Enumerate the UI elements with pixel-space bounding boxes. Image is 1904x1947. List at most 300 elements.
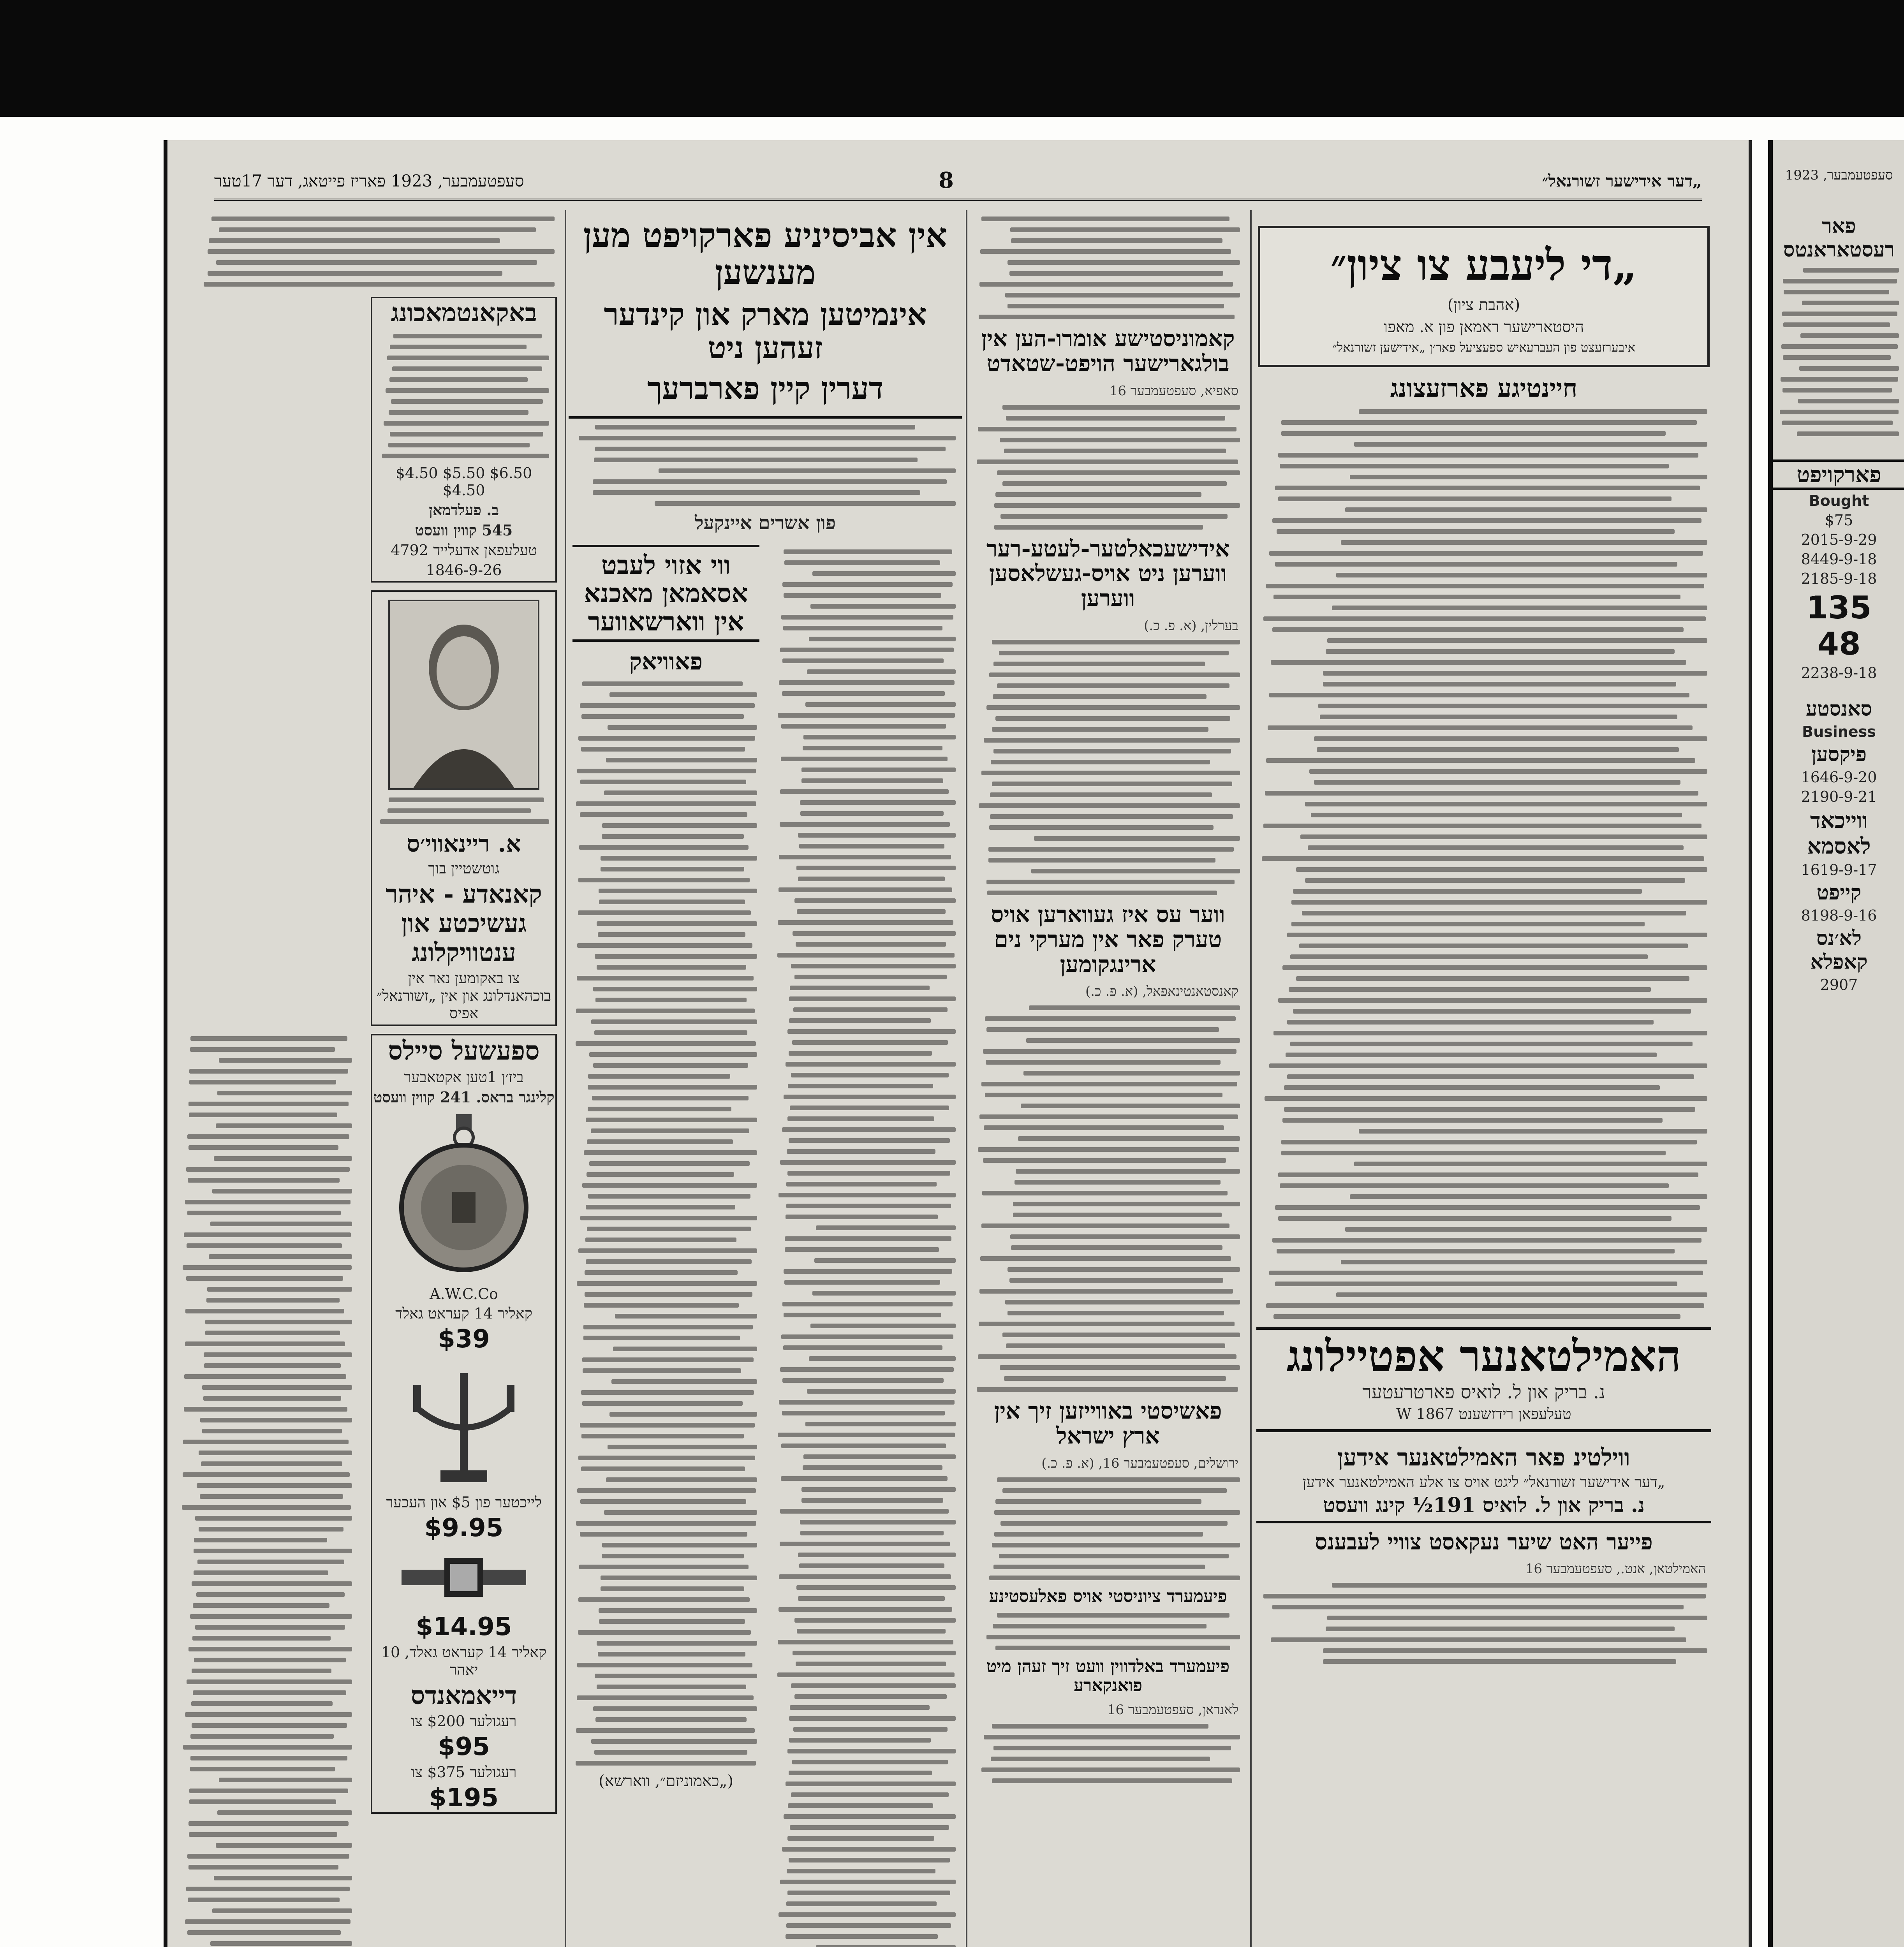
text-line <box>780 822 950 827</box>
text-line <box>787 1836 934 1841</box>
text-line <box>780 1367 954 1372</box>
text-line <box>1272 1238 1701 1243</box>
text-line <box>595 425 915 430</box>
text-line <box>594 1750 747 1755</box>
text-line <box>204 1352 352 1357</box>
text-line <box>577 976 754 981</box>
text-line <box>586 1205 735 1209</box>
text-line <box>204 1363 340 1368</box>
text-line <box>800 1531 944 1535</box>
text-line <box>1263 824 1701 828</box>
text-line <box>1006 1343 1225 1348</box>
text-line <box>780 789 948 794</box>
text-line <box>576 1521 756 1526</box>
serial-note: איבערזעצט פון העברעאיש ספעציעל פאר׳ן „אידישען זשורנאל״ <box>1332 340 1635 355</box>
text-line <box>789 1858 950 1863</box>
text-line <box>1314 780 1680 785</box>
text-line <box>803 1454 956 1459</box>
wristwatch <box>394 1550 534 1605</box>
text-line <box>1273 1031 1707 1035</box>
text-line <box>816 1225 956 1230</box>
text-line <box>216 1843 352 1848</box>
text-line <box>1326 1627 1674 1631</box>
text-line <box>787 1029 956 1034</box>
text-line <box>787 1171 951 1176</box>
text-line <box>1275 1205 1700 1210</box>
consultation-advertiser: ב. פעלדמאן <box>429 501 499 519</box>
text-line <box>1281 1151 1666 1155</box>
text-line <box>613 1347 757 1351</box>
hamilton-ad-2 <box>1256 1440 1711 1523</box>
text-line <box>1266 584 1704 588</box>
text-line <box>1302 911 1686 915</box>
wristwatch-icon <box>394 1550 534 1605</box>
text-line <box>1341 540 1707 545</box>
text-line <box>216 1123 352 1128</box>
text-line <box>789 1018 930 1023</box>
text-line <box>1326 649 1674 654</box>
feature-headline-block <box>569 217 962 419</box>
text-line <box>1781 377 1898 382</box>
text-line <box>992 1543 1240 1547</box>
text-line <box>1272 518 1701 523</box>
text-line <box>595 1674 757 1678</box>
text-line <box>219 227 536 232</box>
text-line <box>994 503 1240 508</box>
text-line <box>794 975 947 979</box>
portrait-icon <box>390 601 538 788</box>
serial-column <box>1254 210 1714 1947</box>
text-line <box>977 459 1238 464</box>
feature-left-subcol <box>569 538 763 1794</box>
text-line <box>185 1341 345 1346</box>
text-line <box>583 1336 740 1340</box>
text-line <box>204 282 555 287</box>
text-line <box>786 1215 938 1219</box>
text-line <box>602 834 744 839</box>
text-line <box>999 651 1229 655</box>
text-line <box>1782 388 1892 393</box>
text-line <box>1005 293 1240 298</box>
text-line <box>1802 301 1899 305</box>
text-line <box>187 1211 341 1215</box>
text-line <box>778 1640 953 1644</box>
text-line <box>981 771 1240 775</box>
text-line <box>1323 1648 1707 1653</box>
text-line <box>1269 551 1703 556</box>
hamilton-ad2-title: ווילטינ פאר האמילטאנער אידען <box>1337 1444 1630 1471</box>
hamilton-ad-phone: טעלעפאן רידזשענט 1867 W <box>1396 1405 1571 1422</box>
text-line <box>1332 606 1707 610</box>
text-line <box>392 366 542 371</box>
text-line <box>990 814 1233 819</box>
masthead-title: „דער אידישער זשורנאל״ <box>1542 171 1702 190</box>
column-rule <box>966 210 967 1947</box>
text-line <box>779 1912 956 1917</box>
text-line <box>594 458 918 462</box>
text-line <box>1007 1311 1224 1315</box>
text-line <box>580 780 746 784</box>
text-line <box>187 1134 349 1139</box>
text-line <box>599 900 745 904</box>
text-line <box>190 1614 352 1619</box>
text-line <box>1299 944 1688 948</box>
text-line <box>803 1465 942 1470</box>
text-line <box>986 1060 1221 1065</box>
text-line <box>205 1331 340 1335</box>
news-dateline-jerusalem: ירושלים, סעפטעמבער 16, (א. פ. כ.) <box>1041 1455 1238 1471</box>
text-line <box>1323 671 1707 676</box>
text-line <box>787 1891 951 1895</box>
text-line <box>1320 715 1677 719</box>
text-line <box>793 1727 948 1732</box>
text-line <box>1009 1278 1223 1283</box>
text-line <box>217 1091 352 1095</box>
text-line <box>606 758 757 762</box>
text-line <box>601 1586 745 1591</box>
text-line <box>200 1494 343 1499</box>
text-line <box>780 1880 956 1884</box>
text-line <box>1287 933 1707 937</box>
text-line <box>1323 1659 1676 1664</box>
text-line <box>990 792 1212 797</box>
text-line <box>609 1412 757 1417</box>
next-page-date: סעפטעמבער, 1923 <box>1785 167 1893 183</box>
text-line <box>805 702 956 707</box>
text-line <box>789 1771 932 1775</box>
text-line <box>580 1499 746 1504</box>
text-line <box>786 1923 951 1928</box>
text-line <box>787 1869 935 1873</box>
text-line <box>1269 693 1689 697</box>
text-line <box>578 736 755 741</box>
diamond-price-2: $195 <box>429 1783 499 1812</box>
next-page-bought-title: פארקויפט <box>1773 459 1904 490</box>
text-line <box>791 964 956 968</box>
next-page-ad-3: סאנסטע <box>1805 697 1872 721</box>
text-line <box>609 692 757 697</box>
text-line <box>812 571 956 576</box>
next-page-ad-2: רעסטאראנטס <box>1783 238 1895 262</box>
page-number: 8 <box>939 167 954 193</box>
text-line <box>786 1934 938 1939</box>
pocket-watch-icon <box>394 1114 534 1278</box>
text-line <box>1021 1104 1240 1108</box>
text-line <box>1275 562 1677 567</box>
text-line <box>786 1062 956 1067</box>
text-line <box>1015 1180 1221 1185</box>
text-line <box>214 1156 352 1161</box>
text-line <box>1336 1292 1707 1297</box>
text-line <box>192 1636 331 1641</box>
text-line <box>1286 1053 1657 1057</box>
text-line <box>1305 802 1707 806</box>
text-line <box>581 1466 745 1471</box>
text-line <box>981 217 1229 221</box>
text-line <box>208 249 555 254</box>
text-line <box>1296 867 1707 872</box>
text-line <box>209 1254 352 1259</box>
text-line <box>202 1429 342 1433</box>
text-line <box>792 1760 948 1764</box>
text-line <box>587 1227 751 1231</box>
diamonds-title: דייאמאנדס <box>410 1681 517 1710</box>
text-line <box>1013 1213 1222 1217</box>
text-line <box>784 1280 940 1285</box>
text-line <box>185 1712 352 1717</box>
feature-section2-title: ווי אזוי לעבט אסאמאן מאכנא אין ווארשאווער <box>572 545 759 642</box>
text-line <box>794 1694 947 1699</box>
text-line <box>796 866 956 870</box>
text-line <box>186 1887 350 1891</box>
text-line <box>812 1291 956 1296</box>
text-line <box>789 1716 956 1721</box>
text-line <box>1293 889 1642 894</box>
text-line <box>997 1613 1229 1618</box>
text-line <box>208 271 502 276</box>
text-line <box>188 1145 338 1150</box>
consultation-ref: 1846-9-26 <box>426 562 502 579</box>
text-line <box>816 1945 956 1947</box>
text-line <box>598 932 745 937</box>
text-line <box>582 1183 757 1188</box>
next-page-ad-1: פאר <box>1822 214 1856 238</box>
text-line <box>805 1422 956 1426</box>
text-line <box>789 1051 932 1056</box>
text-line <box>777 953 955 958</box>
news-headline-writers: אידישעכאלטער-לעטע-רער ווערען ניט אויס-געשלאסען ווערען <box>986 535 1230 612</box>
column-rule <box>565 210 566 1947</box>
running-head <box>214 164 1702 201</box>
text-line <box>794 898 956 903</box>
next-page-bought-en: Bought <box>1809 492 1869 509</box>
text-line <box>1345 507 1707 512</box>
text-line <box>978 1147 1239 1152</box>
text-line <box>577 1695 754 1700</box>
watch-label: קאליר 14 קעראט גאלד <box>395 1305 532 1322</box>
text-line <box>785 1236 951 1241</box>
text-line <box>999 1554 1229 1558</box>
text-line <box>1354 442 1707 447</box>
text-line <box>578 1456 755 1460</box>
text-line <box>593 479 947 484</box>
text-line <box>595 998 747 1002</box>
text-line <box>578 1248 757 1253</box>
text-line <box>1278 496 1672 501</box>
text-line <box>1277 529 1675 534</box>
news-dateline-constantinople: קאנסטאנטינאפאל, (א. פ. כ.) <box>1085 984 1238 1000</box>
text-line <box>193 1690 346 1695</box>
text-line <box>594 1030 747 1035</box>
text-line <box>193 1603 329 1608</box>
text-line <box>801 1487 956 1492</box>
text-line <box>1280 1183 1669 1188</box>
text-line <box>1308 845 1683 850</box>
text-line <box>200 1418 352 1422</box>
feature-column <box>569 210 962 1947</box>
next-page-ad-6: לאסמא <box>1807 833 1871 859</box>
text-line <box>810 1324 956 1328</box>
text-line <box>798 1553 956 1557</box>
text-line <box>1273 595 1680 599</box>
text-line <box>803 735 956 739</box>
text-line <box>1293 1009 1691 1014</box>
text-line <box>791 1073 949 1077</box>
text-line <box>779 680 955 685</box>
text-line <box>579 436 956 440</box>
text-line <box>655 501 956 506</box>
text-line <box>784 1269 952 1274</box>
text-line <box>1002 481 1227 486</box>
text-line <box>576 1009 755 1013</box>
text-line <box>1263 1594 1706 1598</box>
text-line <box>1782 312 1897 316</box>
text-line <box>591 1019 757 1024</box>
text-line <box>790 986 930 990</box>
text-line <box>588 1107 732 1111</box>
news-dateline-london: לאנדאן, סעפטעמבער 16 <box>1107 1702 1238 1718</box>
text-line <box>800 800 956 805</box>
text-line <box>659 468 956 473</box>
text-line <box>1268 725 1693 730</box>
text-line <box>580 1216 757 1220</box>
text-line <box>986 1027 1219 1032</box>
text-line <box>782 1847 956 1852</box>
text-line <box>789 1138 950 1143</box>
text-line <box>1010 227 1240 232</box>
text-line <box>578 1630 751 1635</box>
text-line <box>1799 366 1899 371</box>
next-page-ref-3: 2185-9-18 <box>1801 570 1877 587</box>
text-line <box>988 847 1234 852</box>
book-ad <box>371 590 557 1026</box>
text-line <box>386 388 549 393</box>
text-line <box>979 282 1233 287</box>
text-line <box>796 942 946 947</box>
text-line <box>582 1401 743 1406</box>
text-line <box>580 812 748 817</box>
text-line <box>1287 1074 1694 1079</box>
text-line <box>779 1607 952 1612</box>
text-line <box>197 1483 352 1488</box>
text-line <box>981 1767 1240 1772</box>
text-line <box>978 427 1236 431</box>
text-line <box>602 823 757 828</box>
text-line <box>214 1876 352 1880</box>
text-line <box>809 637 956 641</box>
text-line <box>205 1320 352 1324</box>
consultation-phone: טעלעפאן אדעלייד 4792 <box>391 542 537 559</box>
text-line <box>807 669 956 674</box>
text-line <box>393 334 542 338</box>
text-line <box>585 1270 738 1275</box>
text-line <box>199 1451 352 1455</box>
consultation-title: באקאנטמאכונג <box>391 298 537 327</box>
text-line <box>985 1016 1236 1021</box>
text-line <box>584 1150 757 1155</box>
text-line <box>1281 420 1697 425</box>
serial-subtitle: (אהבת ציון) <box>1447 296 1520 314</box>
text-line <box>1275 486 1700 490</box>
text-line <box>188 1178 340 1183</box>
text-line <box>194 1570 328 1575</box>
text-line <box>588 1085 757 1090</box>
text-line <box>1350 475 1707 479</box>
text-line <box>1323 682 1676 687</box>
consultation-prices: $6.50 $5.50 $4.50 $4.50 <box>395 465 532 499</box>
text-line <box>576 1041 756 1046</box>
text-line <box>1009 271 1223 276</box>
text-line <box>577 943 752 948</box>
text-line <box>989 672 1240 677</box>
text-line <box>388 443 530 447</box>
text-line <box>1284 1085 1659 1090</box>
text-line <box>1341 1260 1707 1264</box>
fire-dateline: האמילטאן, אנט., סעפטעמבער 16 <box>1525 1561 1706 1577</box>
text-line <box>1272 627 1684 632</box>
text-line <box>1314 736 1707 741</box>
text-line <box>207 1287 352 1292</box>
text-line <box>580 1532 748 1537</box>
pocket-watch <box>394 1114 534 1278</box>
text-line <box>189 1799 336 1804</box>
text-line <box>781 615 953 620</box>
text-line <box>187 1679 352 1684</box>
text-line <box>577 1281 757 1286</box>
text-line <box>1011 238 1222 243</box>
text-line <box>1783 355 1891 360</box>
text-line <box>1265 1096 1707 1101</box>
text-line <box>1031 869 1240 873</box>
text-line <box>792 1040 948 1045</box>
text-line <box>210 1941 352 1946</box>
news-dateline-berlin: בערלין, (א. פ. כ.) <box>1144 618 1238 634</box>
next-page-ad-9: קאפלא <box>1810 950 1868 974</box>
text-line <box>597 1685 746 1689</box>
text-line <box>995 716 1230 721</box>
chapter-heading: חיינטיגע פארזעצונג <box>1390 374 1578 403</box>
text-line <box>581 714 744 719</box>
text-line <box>995 492 1201 497</box>
text-line <box>219 1778 352 1782</box>
text-line <box>389 410 528 415</box>
text-line <box>979 1114 1238 1119</box>
text-line <box>978 1354 1236 1359</box>
text-line <box>192 1581 352 1586</box>
text-line <box>593 490 920 495</box>
text-line <box>1327 638 1707 643</box>
text-line <box>991 760 1210 764</box>
text-line <box>988 858 1215 863</box>
text-line <box>1797 431 1899 436</box>
text-line <box>606 1477 757 1482</box>
news-intro-text <box>976 217 1240 319</box>
hamilton-ad2-body: „דער אידישער זשורנאל״ ליגט אויס צו אלע האמילטאנער אידען <box>1302 1473 1665 1491</box>
text-line <box>187 1930 341 1935</box>
text-line <box>599 1608 757 1613</box>
text-line <box>786 1182 937 1187</box>
text-line <box>188 1102 349 1106</box>
text-line <box>188 1898 340 1902</box>
text-line <box>1291 922 1645 926</box>
text-line <box>1311 813 1682 817</box>
text-line <box>588 1074 730 1079</box>
text-line <box>577 1488 756 1493</box>
text-line <box>1780 410 1899 414</box>
text-line <box>1359 409 1707 414</box>
text-line <box>991 1757 1210 1761</box>
text-line <box>390 432 543 437</box>
